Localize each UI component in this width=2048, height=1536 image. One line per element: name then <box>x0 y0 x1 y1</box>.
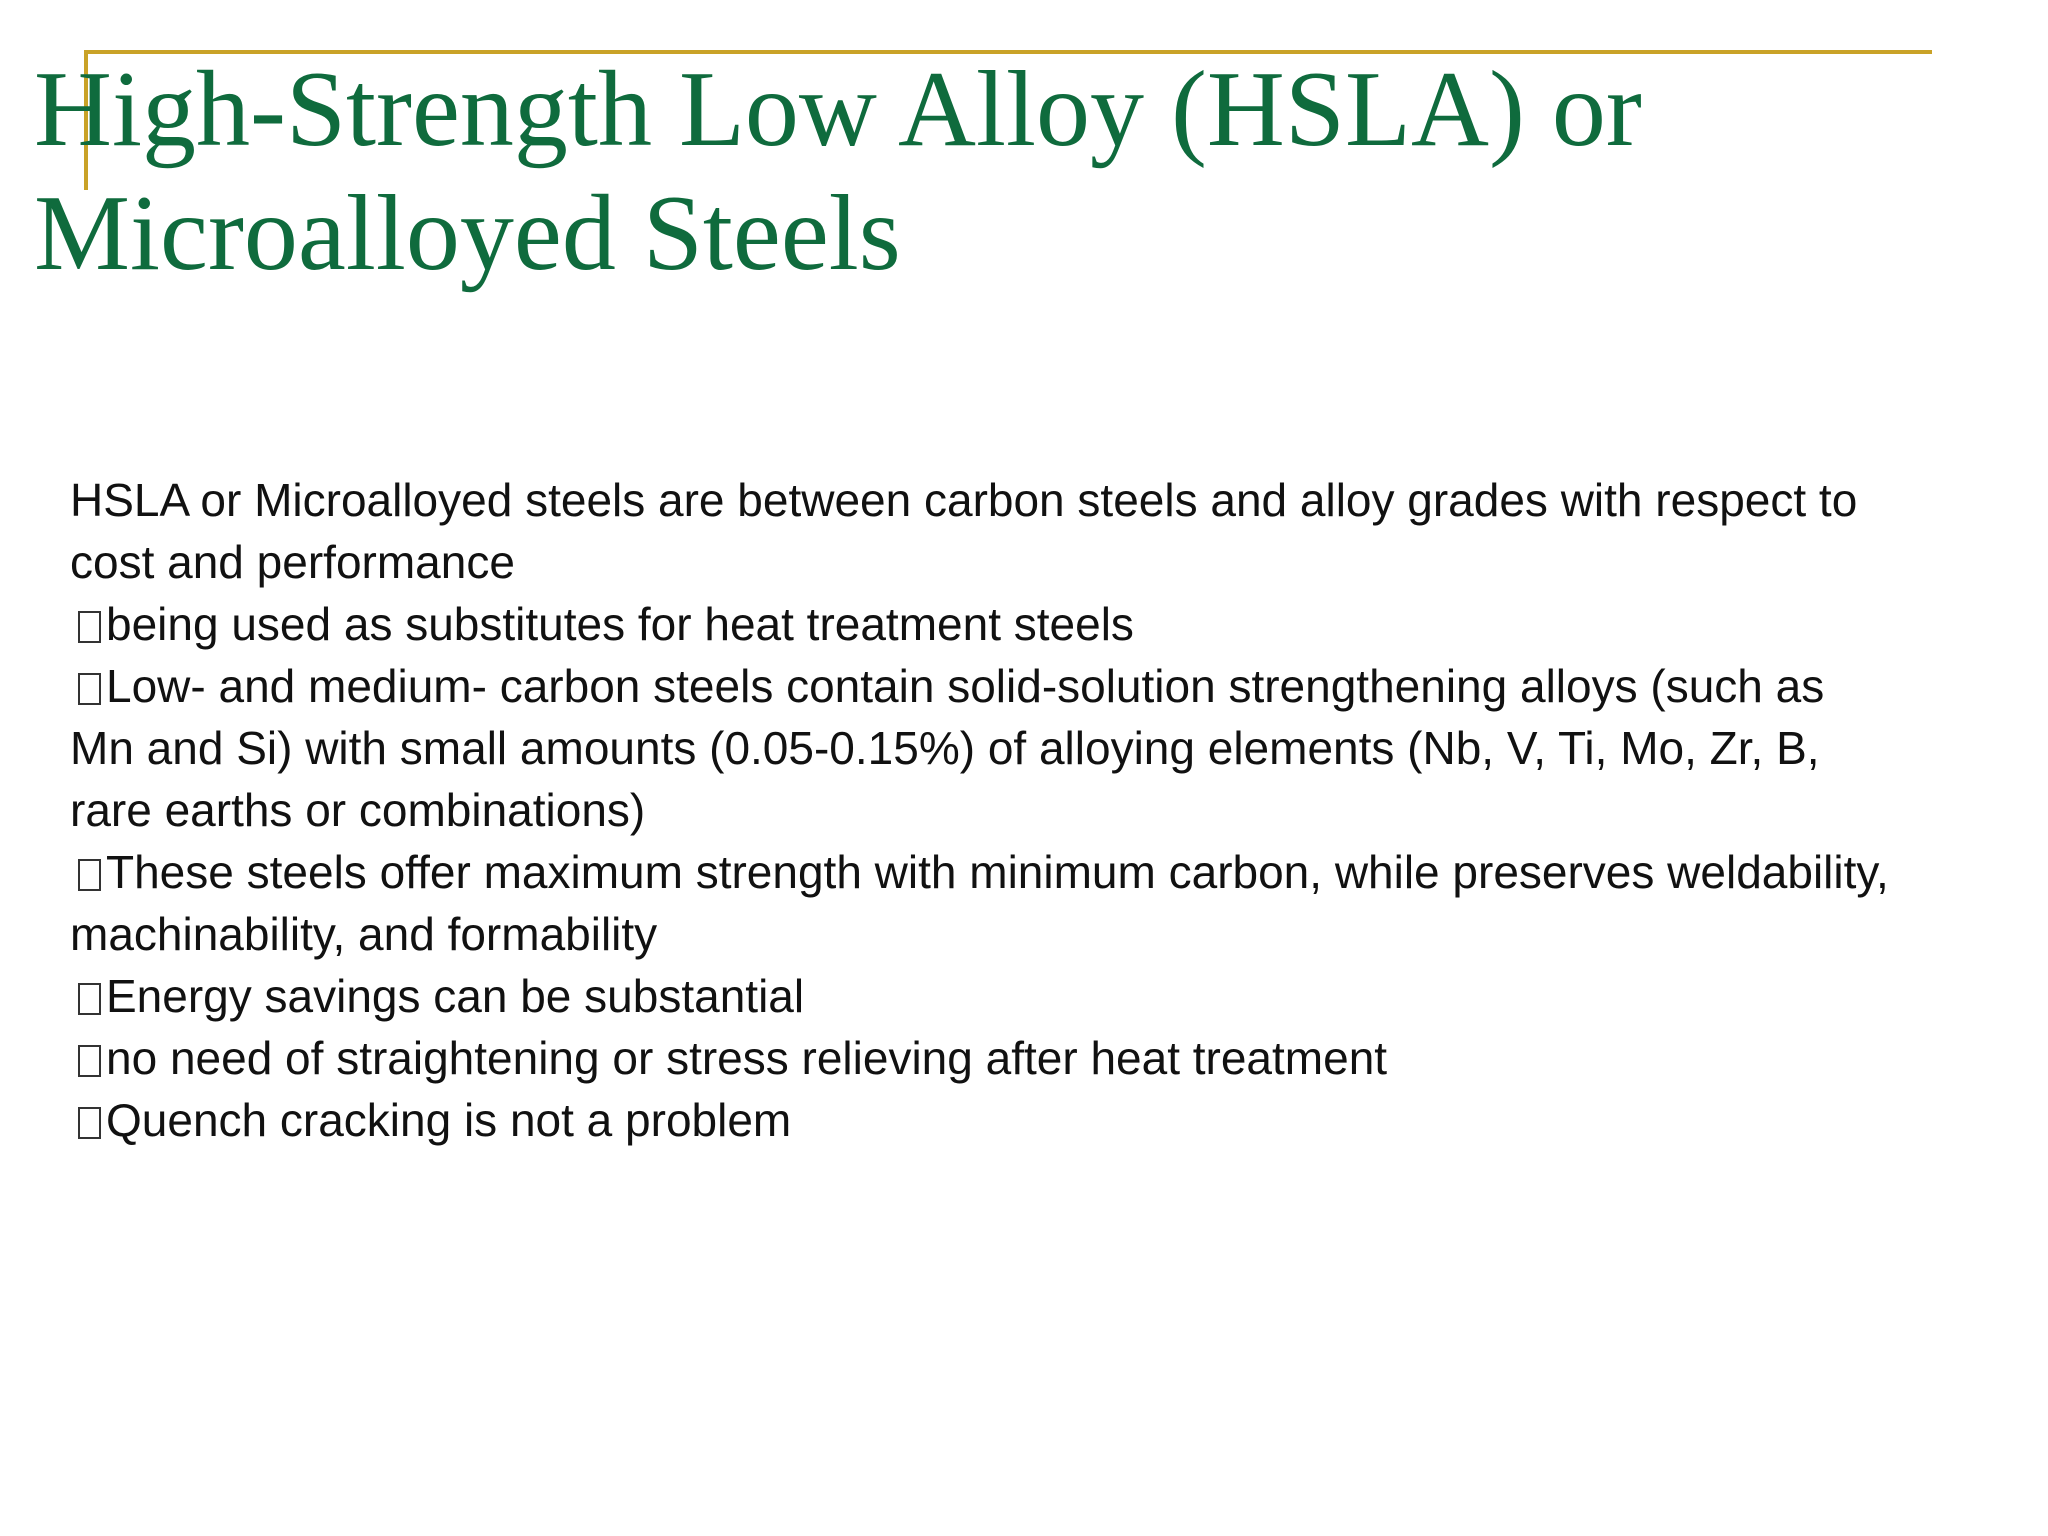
bullet-text: Energy savings can be substantial <box>106 970 805 1022</box>
bullet-item <box>70 655 1900 841</box>
bullet-item <box>70 841 1900 965</box>
bullet-box-icon <box>78 983 101 1015</box>
slide-title-line-1: High-Strength Low Alloy (HSLA) or <box>34 50 1642 169</box>
bullet-text: no need of straightening or stress relieving after heat treatment <box>106 1032 1388 1084</box>
bullet-text: These steels offer maximum strength with minimum carbon, while preserves weldability, machinability, and formability <box>70 846 1889 960</box>
bullet-box-icon <box>78 611 101 643</box>
bullet-text: Low- and medium- carbon steels contain solid-solution strengthening alloys (such as Mn and Si) with small amounts (0.05-0.15%) of alloying elements (Nb, V, Ti, Mo, Zr, B, rare earths or combinations) <box>70 660 1825 836</box>
bullet-box-icon <box>78 1107 101 1139</box>
intro-paragraph: HSLA or Microalloyed steels are between carbon steels and alloy grades with respect to cost and performance <box>70 474 1858 588</box>
bullet-item <box>70 1089 1900 1151</box>
bullet-item <box>70 593 1900 655</box>
bullet-text: being used as substitutes for heat treatment steels <box>106 598 1134 650</box>
slide-title <box>34 48 1934 296</box>
bullet-box-icon <box>78 859 101 891</box>
slide-title-line-2: Microalloyed Steels <box>34 174 901 293</box>
bullet-text: Quench cracking is not a problem <box>106 1094 792 1146</box>
slide-body <box>70 469 1900 1151</box>
bullet-box-icon <box>78 1045 101 1077</box>
bullet-item <box>70 965 1900 1027</box>
bullet-box-icon <box>78 673 101 705</box>
bullet-item <box>70 1027 1900 1089</box>
